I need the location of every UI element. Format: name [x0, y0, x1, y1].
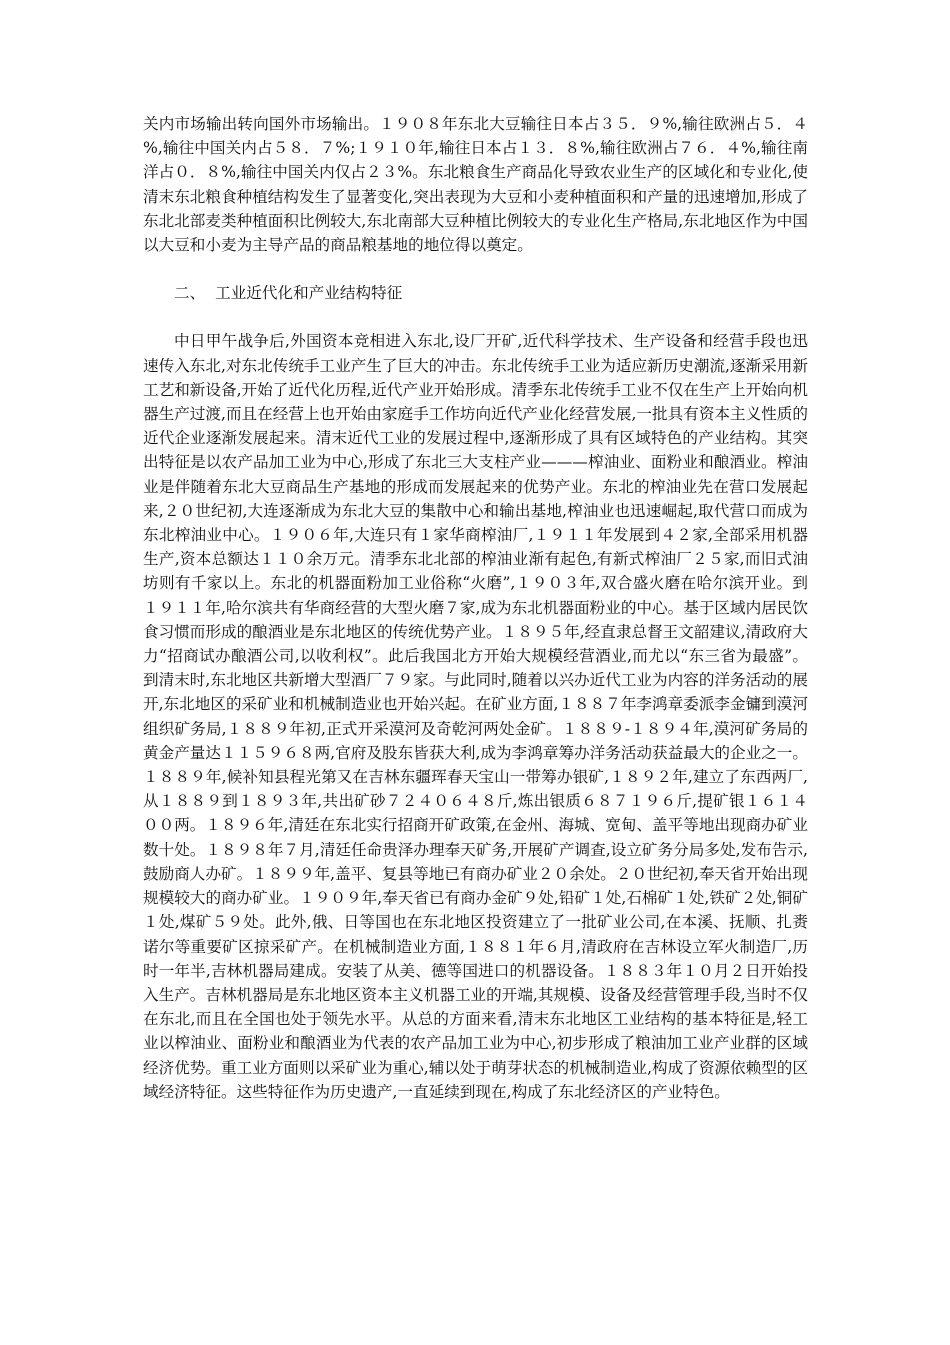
- paragraph-spacer: [143, 305, 808, 329]
- paragraph-continued: 关内市场输出转向国外市场输出。１９０８年东北大豆输往日本占３５．９%,输往欧洲占５．４%,输往中国关内占５８．７%;１９１０年,输往日本占１３．８%,输往欧洲占７６．４%,输往南洋占０．８%,输往中国关内仅占２３%。东北粮食生产商品化导致农业生产的区域化和专业化,使清末东北粮食种植结构发生了显著变化,突出表现为大豆和小麦种植面积和产量的迅速增加,形成了东北北部麦类种植面积比例较大,东北南部大豆种植比例较大的专业化生产格局,东北地区作为中国以大豆和小麦为主导产品的商品粮基地的地位得以奠定。: [143, 115, 808, 255]
- section-heading: 二、 工业近代化和产业结构特征: [174, 284, 403, 303]
- paragraph-spacer: [143, 257, 808, 281]
- paragraph-industry: 中日甲午战争后,外国资本竞相进入东北,设厂开矿,近代科学技术、生产设备和经营手段也迅速传入东北,对东北传统手工业产生了巨大的冲击。东北传统手工业为适应新历史潮流,逐渐采用新工艺和新设备,开始了近代化历程,近代产业开始形成。清季东北传统手工业不仅在生产上开始向机器生产过渡,而且在经营上也开始由家庭手工作坊向近代产业化经营发展,一批具有资本主义性质的近代企业逐渐发展起来。清末近代工业的发展过程中,逐渐形成了具有区域特色的产业结构。其突出特征是以农产品加工业为中心,形成了东北三大支柱产业———榨油业、面粉业和酿酒业。榨油业是伴随着东北大豆商品生产基地的形成而发展起来的优势产业。东北的榨油业先在营口发展起来,２０世纪初,大连逐渐成为东北大豆的集散中心和输出基地,榨油业也迅速崛起,取代营口而成为东北榨油业中心。１９０６年,大连只有１家华商榨油厂,１９１１年发展到４２家,全部采用机器生产,资本总额达１１０余万元。清季东北北部的榨油业渐有起色,有新式榨油厂２５家,而旧式油坊则有千家以上。东北的机器面粉加工业俗称“火磨”,１９０３年,双合盛火磨在哈尔滨开业。到１９１１年,哈尔滨共有华商经营的大型火磨７家,成为东北机器面粉业的中心。基于区域内居民饮食习惯而形成的酿酒业是东北地区的传统优势产业。１８９５年,经直隶总督王文韶建议,清政府大力“招商试办酿酒公司,以收利权”。此后我国北方开始大规模经营酒业,而尤以“东三省为最盛”。到清末时,东北地区共新增大型酒厂７９家。与此同时,随着以兴办近代工业为内容的洋务活动的展开,东北地区的采矿业和机械制造业也开始兴起。在矿业方面,１８８７年李鸿章委派李金镛到漠河组织矿务局,１８８９年初,正式开采漠河及奇乾河两处金矿。１８８９-１８９４年,漠河矿务局的黄金产量达１１５９６８两,官府及股东皆获大利,成为李鸿章筹办洋务活动获益最大的企业之一。１８８９年,候补知县程光第又在吉林东疆珲春天宝山一带筹办银矿,１８９２年,建立了东西两厂,从１８８９到１８９３年,共出矿砂７２４０６４８斤,炼出银质６８７１９６斤,提矿银１６１４００两。１８９６年,清廷在东北实行招商开矿政策,在金州、海城、宽甸、盖平等地出现商办矿业数十处。１８９８年７月,清廷任命贵泽办理奉天矿务,开展矿产调查,设立矿务分局多处,发布告示,鼓励商人办矿。１８９９年,盖平、复县等地已有商办矿业２０余处。２０世纪初,奉天省开始出现规模较大的商办矿业。１９０９年,奉天省已有商办金矿９处,铅矿１处,石棉矿１处,铁矿２处,铜矿１处,煤矿５９处。此外,俄、日等国也在东北地区投资建立了一批矿业公司,在本溪、抚顺、扎赉诺尔等重要矿区掠采矿产。在机械制造业方面,１８８１年６月,清政府在吉林设立军火制造厂,历时一年半,吉林机器局建成。安装了从美、德等国进口的机器设备。１８８３年１０月２日开始投入生产。吉林机器局是东北地区资本主义机器工业的开端,其规模、设备及经营管理手段,当时不仅在东北,而且在全国也处于领先水平。从总的方面来看,清末东北地区工业结构的基本特征是,轻工业以榨油业、面粉业和酿酒业为代表的农产品加工业为中心,初步形成了粮油加工业产业群的区域经济优势。重工业方面则以采矿业为重心,辅以处于萌芽状态的机械制造业,构成了资源依赖型的区域经济特征。这些特征作为历史遗产,一直延续到现在,构成了东北经济区的产业特色。: [143, 332, 808, 1101]
- document-body: [143, 112, 808, 1104]
